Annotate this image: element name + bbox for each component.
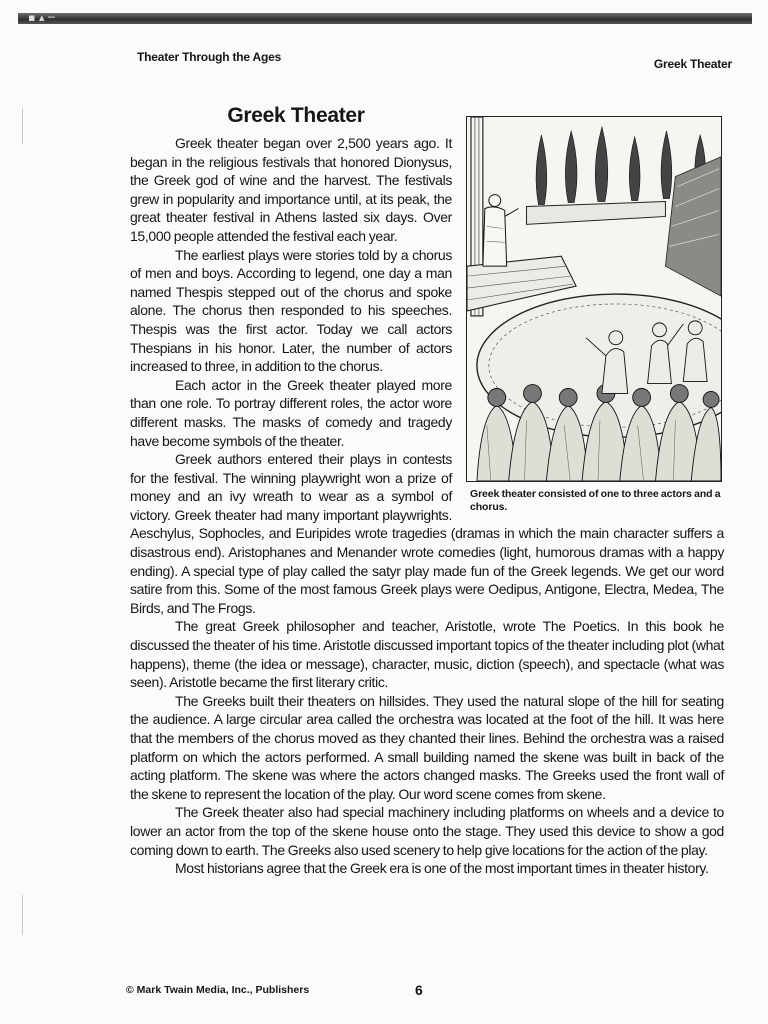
paragraph-4: Greek authors entered their plays in contests for the festival. The winning playwright won a prize of money and an ivy wreath to wear as a symbol of victory. Greek theater had many important playwrights. Aeschylus, Sophocles, and Euripides wrote tragedies (dramas in which the main character suffers a disastrous end). Aristophanes and Menander wrote comedies (light, humorous dramas with a happy ending). A special type of play called the satyr play made fun of the Greek legends. We get our word satire from this. Some of the most famous Greek plays were Oedipus, Antigone, Electra, Medea, The Birds, and The Frogs. [130, 451, 724, 616]
running-header-left: Theater Through the Ages [137, 50, 282, 64]
figure-caption: Greek theater consisted of one to three actors and a chorus. [470, 488, 721, 513]
paragraph-8: Most historians agree that the Greek era is one of the most important times in theater history. [175, 860, 709, 877]
binder-mark [22, 895, 23, 935]
paragraph-6: The Greeks built their theaters on hillsides. They used the natural slope of the hill for seating the audience. A large circular area called the orchestra was located at the foot of the hill. It was here that the members of the chorus moved as they chanted their lines. Behind the orchestra was a raised platform on which the actors performed. A small building named the skene was built in back of the acting platform. The skene was where the actors changed masks. The Greeks used the front wall of the skene to represent the location of the play. Our word scene comes from skene. [130, 692, 724, 802]
paragraph-3: Each actor in the Greek theater played more than one role. To portray different roles, the actor wore different masks. The masks of comedy and tragedy have become symbols of the theater. [130, 376, 452, 449]
figure [462, 116, 724, 513]
page-number: 6 [415, 982, 423, 998]
scan-top-bar [18, 13, 752, 24]
paragraph-5: The great Greek philosopher and teacher, Aristotle, wrote The Poetics. In this book he discussed the theater of his time. Aristotle discussed important topics of the theater including plot (what happens), theme (the idea or message), character, music, diction (speech), and spectacle (what was seen). Aristotle became the first literary critic. [130, 618, 724, 691]
running-header-right: Greek Theater [653, 57, 732, 71]
paragraph-2: The earliest plays were stories told by a chorus of men and boys. According to legend, one day a man named Thespis stepped out of the chorus and spoke alone. The chorus then responded to his speeches. Thespis was the first actor. Today we call actors Thespians in his honor. Later, the number of actors increased to three, in addition to the chorus. [130, 246, 452, 375]
page-title: Greek Theater [227, 104, 365, 127]
binder-mark [22, 108, 23, 144]
paragraph-1: Greek theater began over 2,500 years ago. It began in the religious festivals that honored Dionysus, the Greek god of wine and the harvest. The festivals grew in popularity and importance until, at its peak, the great theater festival in Athens lasted six days. Over 15,000 people attended the festival each year. [130, 135, 452, 244]
greek-theater-illustration [466, 116, 722, 482]
paragraph-7: The Greek theater also had special machinery including platforms on wheels and a device to lower an actor from the top of the skene house onto the stage. They used this device to show a god coming down to earth. The Greeks also used scenery to help give locations for the action of the play. [130, 804, 724, 858]
article-body [130, 134, 724, 878]
scan-mark-icon: ▪ ▴ ─ [28, 11, 55, 24]
publisher-credit: © Mark Twain Media, Inc., Publishers [126, 984, 310, 996]
